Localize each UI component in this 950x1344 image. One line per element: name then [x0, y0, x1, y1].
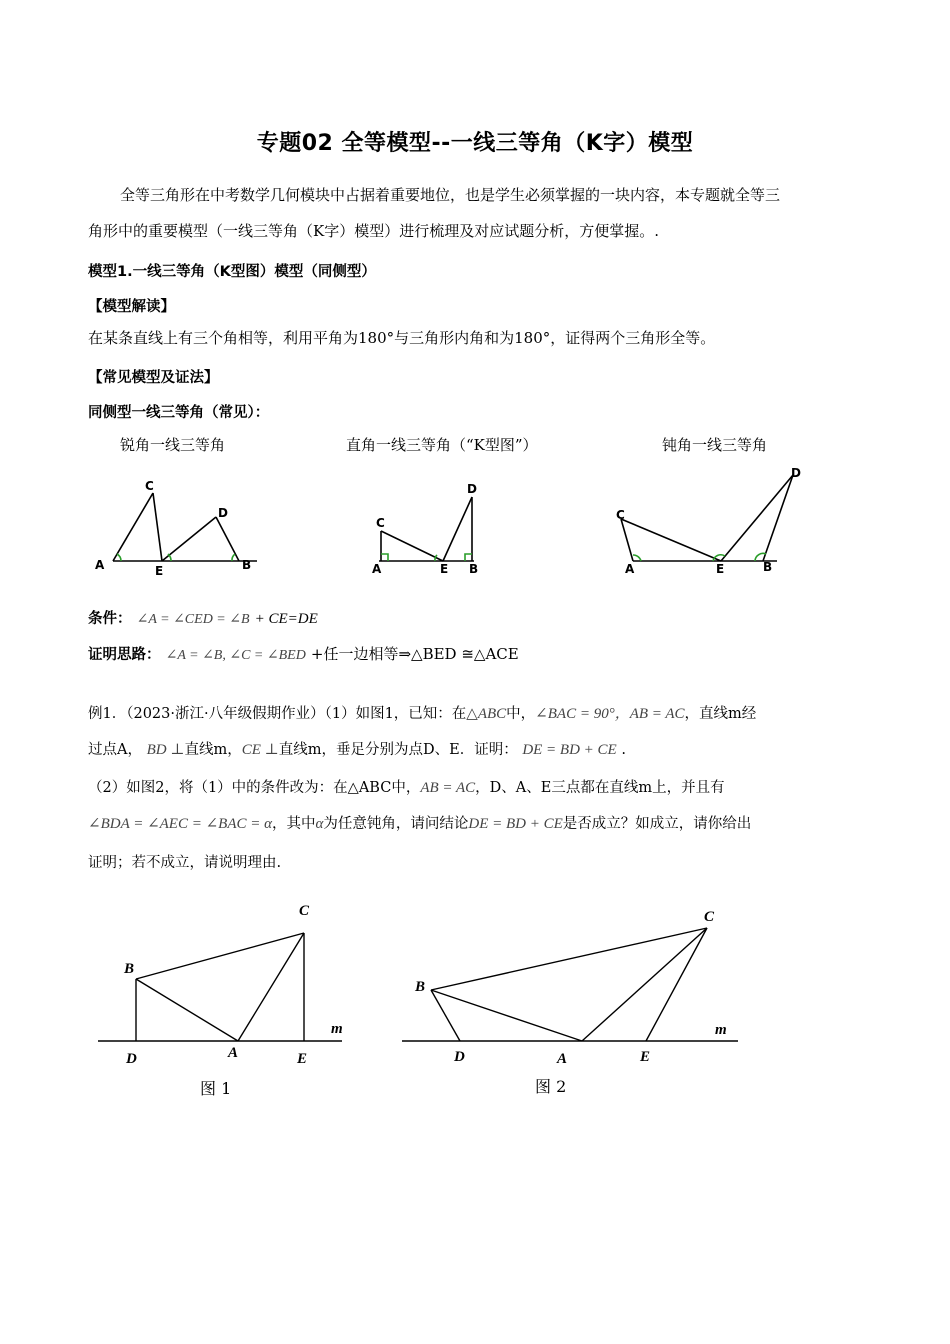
ex-m1: △ABC — [466, 706, 507, 722]
ex-line4-a: ，其中 — [272, 816, 316, 832]
fig1-label-B: B — [124, 961, 135, 977]
right-label-A: A — [372, 562, 382, 576]
ex-line3-b: ，D、A、E三点都在直线m上，并且有 — [475, 780, 725, 796]
fig1-label-D: D — [126, 1051, 137, 1067]
caption-obtuse: 钝角一线三等角 — [662, 436, 768, 454]
right-label-C: C — [376, 516, 385, 530]
fig2-caption: 图 2 — [535, 1077, 567, 1096]
ex-line3-a: （2）如图2，将（1）中的条件改为：在△ABC中， — [88, 780, 421, 796]
ex-line2-a: 过点A， — [88, 742, 142, 758]
ex-t1: 中， — [506, 706, 536, 722]
ex-m3: BD ⊥ — [146, 742, 185, 758]
acute-label-C: C — [145, 479, 154, 493]
obtuse-label-A: A — [625, 562, 635, 576]
obtuse-label-C: C — [616, 508, 625, 522]
figure-1 — [98, 933, 342, 1041]
obtuse-label-E: E — [716, 562, 725, 576]
fig1-label-C: C — [299, 903, 310, 919]
caption-acute: 锐角一线三等角 — [120, 436, 226, 454]
condition-math: ∠A = ∠CED = ∠B — [136, 612, 250, 627]
proof-tail: +任一边相等⇒△BED ≅△ACE — [310, 645, 519, 663]
fig2-label-B: B — [415, 979, 426, 995]
model1-heading: 模型1.一线三等角（K型图）模型（同侧型） — [88, 264, 376, 280]
ex-line2-end: . — [621, 742, 626, 758]
proof-label: 证明思路： — [88, 647, 161, 663]
obtuse-label-D: D — [791, 466, 801, 480]
ex-label: 例1．（2023·浙江·八年级假期作业）（1）如图1，已知：在 — [88, 706, 467, 722]
ex-line2-b: 直线m， — [184, 742, 242, 758]
condition-tail: + CE=DE — [254, 611, 318, 627]
example1-line4 — [88, 814, 751, 834]
acute-label-A: A — [95, 558, 105, 572]
fig2-label-A: A — [557, 1051, 568, 1067]
diagram-obtuse — [621, 475, 793, 561]
interpret-heading: 【模型解读】 — [88, 299, 175, 315]
fig2-label-C: C — [704, 909, 715, 925]
page-title: 专题02 全等模型--一线三等角（K字）模型 — [256, 131, 694, 156]
example-figures — [90, 895, 750, 1105]
example1-line5: 证明；若不成立，请说明理由. — [88, 855, 282, 871]
diagram-right — [379, 497, 474, 561]
example1-line1 — [88, 704, 756, 724]
model-diagrams — [85, 465, 865, 580]
caption-right: 直角一线三等角（“K型图”） — [346, 436, 538, 454]
common-heading: 【常见模型及证法】 — [88, 370, 219, 386]
figure-2 — [402, 928, 738, 1041]
interpret-text: 在某条直线上有三个角相等，利用平角为180°与三角形内角和为180°，证得两个三角形全等。 — [88, 329, 716, 347]
intro-line-2: 角形中的重要模型（一线三等角（K字）模型）进行梳理及对应试题分析，方便掌握。. — [88, 222, 659, 240]
fig2-label-D: D — [454, 1049, 465, 1065]
fig2-label-m: m — [715, 1022, 727, 1038]
proof-math: ∠A = ∠B, ∠C = ∠BED — [165, 648, 306, 663]
condition-label: 条件： — [88, 611, 132, 627]
fig2-label-E: E — [640, 1049, 651, 1065]
obtuse-label-B: B — [763, 560, 773, 574]
fig1-label-A: A — [228, 1045, 239, 1061]
acute-label-B: B — [242, 558, 252, 572]
example1-line2 — [88, 740, 626, 760]
right-label-B: B — [469, 562, 479, 576]
fig1-label-E: E — [297, 1051, 308, 1067]
acute-label-E: E — [155, 564, 164, 578]
ex-m2: ∠BAC = 90°，AB = AC — [535, 706, 685, 722]
example1-line3 — [88, 778, 725, 798]
ex-m6: AB = AC — [420, 780, 476, 796]
intro-line-1: 全等三角形在中考数学几何模块中占据着重要地位，也是学生必须掌握的一块内容，本专题就全等三 — [120, 186, 781, 204]
ex-m7: ∠BDA = ∠AEC = ∠BAC = α — [88, 816, 272, 832]
fig1-caption: 图 1 — [200, 1079, 232, 1098]
same-side-heading: 同侧型一线三等角（常见）： — [88, 405, 270, 421]
fig1-label-m: m — [331, 1021, 343, 1037]
ex-m4: CE ⊥ — [241, 742, 279, 758]
ex-m9: DE = BD + CE — [468, 816, 563, 832]
acute-label-D: D — [218, 506, 228, 520]
ex-m8: α — [315, 816, 324, 832]
diagram-acute — [113, 493, 257, 561]
ex-line4-b: 为任意钝角，请问结论 — [323, 816, 469, 832]
ex-t2: ，直线m经 — [684, 706, 757, 722]
ex-m5: DE = BD + CE — [522, 742, 617, 758]
ex-line4-c: 是否成立？如成立，请你给出 — [562, 816, 752, 832]
right-label-E: E — [440, 562, 449, 576]
right-label-D: D — [467, 482, 477, 496]
ex-line2-c: 直线m，垂足分别为点D、E．证明： — [278, 742, 518, 758]
